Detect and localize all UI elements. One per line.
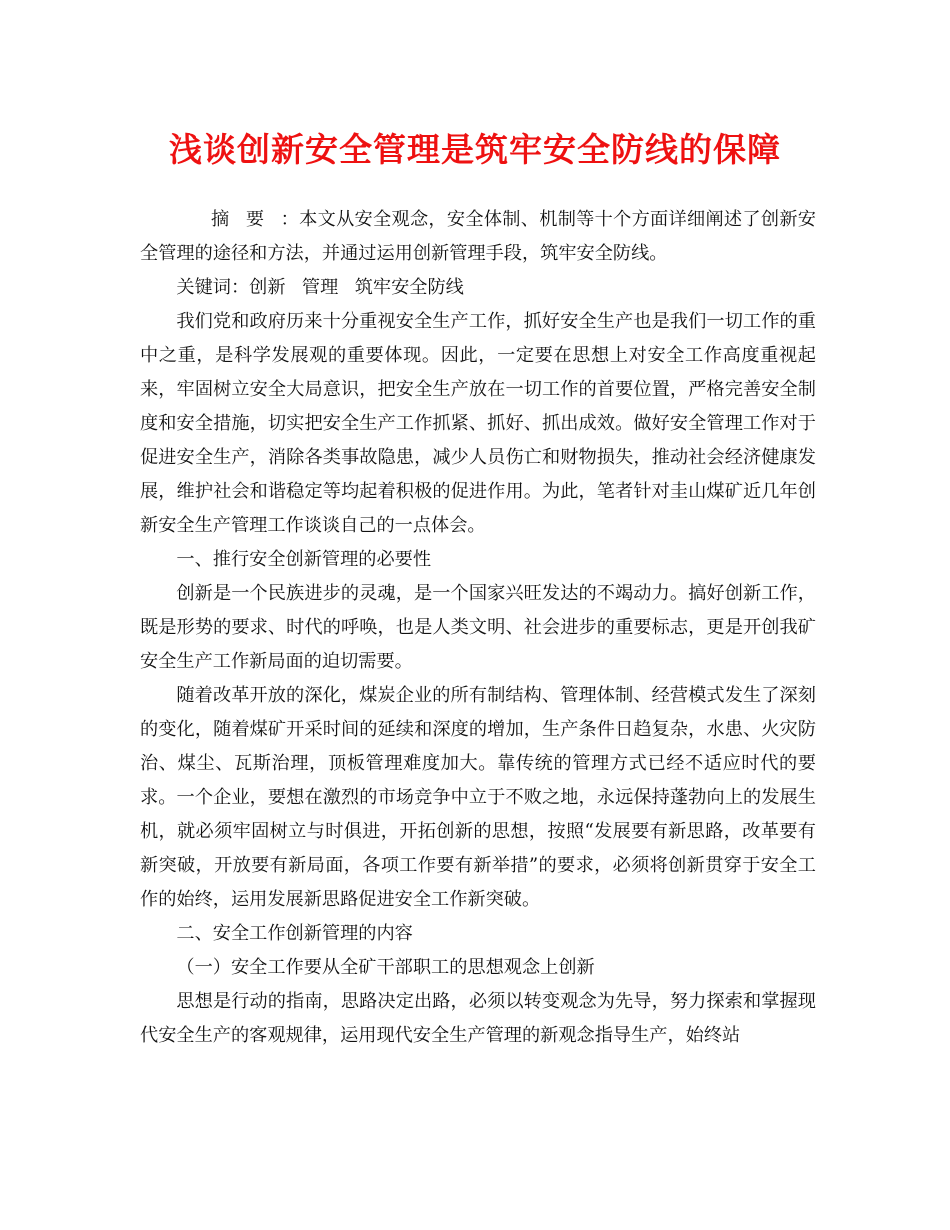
abstract-text: ：本文从安全观念，安全体制、机制等十个方面详细阐述了创新安全管理的途径和方法，并通过运用创新管理手段，筑牢安全防线。 xyxy=(140,209,816,264)
abstract-paragraph xyxy=(140,203,816,271)
section-heading: 二、安全工作创新管理的内容 xyxy=(176,923,413,944)
keywords-line xyxy=(140,271,816,305)
keyword-item: 筑牢安全防线 xyxy=(354,277,464,298)
abstract-label: 摘要 xyxy=(210,209,281,230)
body-paragraph: 创新是一个民族进步的灵魂，是一个国家兴旺发达的不竭动力。搞好创新工作，既是形势的要求、时代的呼唤，也是人类文明、社会进步的重要标志，更是开创我矿安全生产工作新局面的迫切需要。 xyxy=(140,583,816,672)
section-heading: 一、推行安全创新管理的必要性 xyxy=(176,549,432,570)
body-paragraph: 我们党和政府历来十分重视安全生产工作，抓好安全生产也是我们一切工作的重中之重，是科学发展观的重要体现。因此，一定要在思想上对安全工作高度重视起来，牢固树立安全大局意识，把安全生产放在一切工作的首要位置，严格完善安全制度和安全措施，切实把安全生产工作抓紧、抓好、抓出成效。做好安全管理工作对于促进安全生产，消除各类事故隐患，减少人员伤亡和财物损失，推动社会经济健康发展，维护社会和谐稳定等均起着积极的促进作用。为此，笔者针对圭山煤矿近几年创新安全生产管理工作谈谈自己的一点体会。 xyxy=(140,311,816,536)
keyword-item: 管理 xyxy=(301,277,339,298)
document-title: 浅谈创新安全管理是筑牢安全防线的保障 xyxy=(169,130,781,169)
body-paragraph: 随着改革开放的深化，煤炭企业的所有制结构、管理体制、经营模式发生了深刻的变化，随着煤矿开采时间的延续和深度的增加，生产条件日趋复杂，水患、火灾防治、煤尘、瓦斯治理，顶板管理难度加大。靠传统的管理方式已经不适应时代的要求。一个企业，要想在激烈的市场竞争中立于不败之地，永远保持蓬勃向上的发展生机，就必须牢固树立与时俱进，开拓创新的思想，按照“发展要有新思路，改革要有新突破，开放要有新局面，各项工作要有新举措”的要求，必须将创新贯穿于安全工作的始终，运用发展新思路促进安全工作新突破。 xyxy=(140,685,816,910)
keyword-item: 创新 xyxy=(249,277,286,298)
body-paragraph: 思想是行动的指南，思路决定出路，必须以转变观念为先导，努力探索和掌握现代安全生产的客观规律，运用现代安全生产管理的新观念指导生产，始终站 xyxy=(140,991,816,1046)
subsection-heading: （一）安全工作要从全矿干部职工的思想观念上创新 xyxy=(176,957,595,978)
keywords-label: 关键词： xyxy=(176,277,250,298)
document-body xyxy=(140,203,816,1053)
